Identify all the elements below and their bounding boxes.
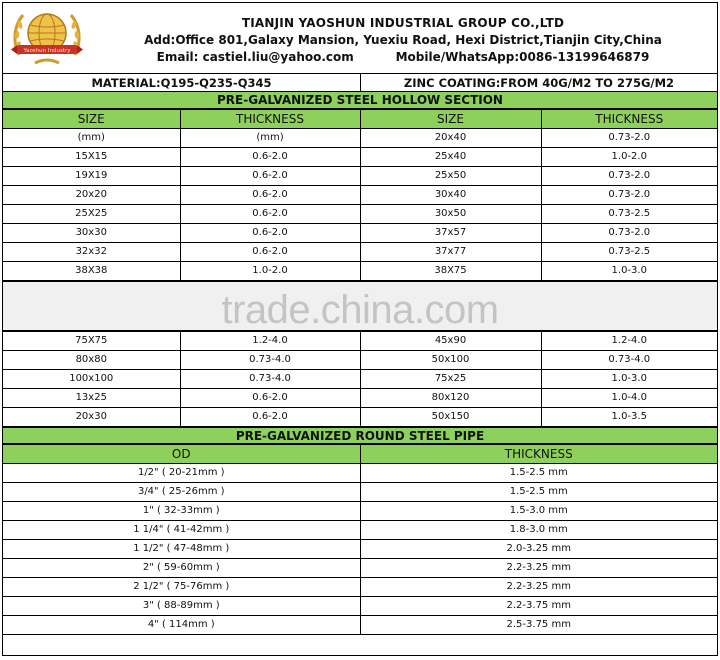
table-cell: 1.2-4.0 (180, 332, 360, 351)
table-cell: 2.2-3.25 mm (360, 578, 717, 597)
table-cell: 0.73-2.0 (541, 224, 717, 243)
hollow-section-table-continued (3, 331, 717, 427)
table-cell: 1" ( 32-33mm ) (3, 502, 360, 521)
table-cell: 50x150 (360, 408, 541, 427)
table-cell: 4" ( 114mm ) (3, 616, 360, 635)
table-cell: 1 1/2" ( 47-48mm ) (3, 540, 360, 559)
table-cell: 75X75 (3, 332, 180, 351)
company-address: Add:Office 801,Galaxy Mansion, Yuexiu Road, Hexi District,Tianjin City,China (144, 33, 662, 47)
table-cell: 20x20 (3, 186, 180, 205)
table-cell: 2.5-3.75 mm (360, 616, 717, 635)
table-cell: 0.73-2.0 (541, 186, 717, 205)
table-row (3, 483, 717, 502)
watermark-text: trade.china.com (221, 288, 499, 331)
table-row (3, 408, 717, 427)
table-cell: 1.0-3.5 (541, 408, 717, 427)
table-cell: 15X15 (3, 148, 180, 167)
round-pipe-table (3, 444, 717, 635)
table-cell: 2" ( 59-60mm ) (3, 559, 360, 578)
table-cell: 1.0-4.0 (541, 389, 717, 408)
company-header (3, 3, 717, 74)
table-cell: 0.6-2.0 (180, 167, 360, 186)
table-cell: 2.0-3.25 mm (360, 540, 717, 559)
table-cell: 2.2-3.75 mm (360, 597, 717, 616)
table-cell: 37x57 (360, 224, 541, 243)
material-bar (3, 74, 717, 92)
table-cell: 1 1/4" ( 41-42mm ) (3, 521, 360, 540)
table-cell: 19X19 (3, 167, 180, 186)
table-cell: 80x80 (3, 351, 180, 370)
table-cell: 25x50 (360, 167, 541, 186)
table-row (3, 332, 717, 351)
table-cell: 1.0-3.0 (541, 370, 717, 389)
table-cell: (mm) (3, 129, 180, 148)
table-cell: 1.0-3.0 (541, 262, 717, 281)
hollow-section-table (3, 109, 717, 281)
column-header: SIZE (360, 110, 541, 129)
column-header: THICKNESS (180, 110, 360, 129)
globe-wreath-logo-icon (9, 5, 85, 69)
table-cell: 30x30 (3, 224, 180, 243)
round-header-row (3, 445, 717, 464)
table-row (3, 616, 717, 635)
table-cell: 1.8-3.0 mm (360, 521, 717, 540)
table-row (3, 167, 717, 186)
table-cell: 0.73-2.5 (541, 205, 717, 224)
table-cell: 1/2" ( 20-21mm ) (3, 464, 360, 483)
table-cell: 1.0-2.0 (180, 262, 360, 281)
hollow-header-row (3, 110, 717, 129)
table-row (3, 262, 717, 281)
table-cell: 3/4" ( 25-26mm ) (3, 483, 360, 502)
table-cell: 0.6-2.0 (180, 389, 360, 408)
table-row (3, 205, 717, 224)
table-cell: 1.5-3.0 mm (360, 502, 717, 521)
table-cell: 0.73-4.0 (180, 351, 360, 370)
table-cell: 0.6-2.0 (180, 408, 360, 427)
company-info (93, 15, 713, 66)
table-cell: 75x25 (360, 370, 541, 389)
column-header: SIZE (3, 110, 180, 129)
table-cell: (mm) (180, 129, 360, 148)
table-row (3, 578, 717, 597)
table-cell: 25x40 (360, 148, 541, 167)
table-cell: 2.2-3.25 mm (360, 559, 717, 578)
table-cell: 20x30 (3, 408, 180, 427)
table-row (3, 224, 717, 243)
table-cell: 2 1/2" ( 75-76mm ) (3, 578, 360, 597)
table-cell: 1.0-2.0 (541, 148, 717, 167)
table-row (3, 389, 717, 408)
table-cell: 0.6-2.0 (180, 186, 360, 205)
table-row (3, 597, 717, 616)
table-cell: 0.6-2.0 (180, 205, 360, 224)
table-cell: 30x40 (360, 186, 541, 205)
table-cell: 0.6-2.0 (180, 243, 360, 262)
table-cell: 100x100 (3, 370, 180, 389)
table-cell: 0.73-4.0 (541, 351, 717, 370)
table-cell: 1.2-4.0 (541, 332, 717, 351)
logo-banner-text: Yaoshun Industry (23, 48, 71, 54)
material-spec: MATERIAL:Q195-Q235-Q345 (3, 74, 361, 91)
column-header: THICKNESS (541, 110, 717, 129)
table-cell: 38X75 (360, 262, 541, 281)
table-cell: 38X38 (3, 262, 180, 281)
table-cell: 25X25 (3, 205, 180, 224)
column-header: THICKNESS (360, 445, 717, 464)
table-row (3, 559, 717, 578)
company-name: TIANJIN YAOSHUN INDUSTRIAL GROUP CO.,LTD (241, 16, 565, 30)
table-cell: 30x50 (360, 205, 541, 224)
spec-sheet (2, 2, 718, 656)
table-row (3, 129, 717, 148)
table-cell: 20x40 (360, 129, 541, 148)
zinc-coating-spec: ZINC COATING:FROM 40G/M2 TO 275G/M2 (403, 75, 675, 90)
table-cell: 0.73-2.0 (541, 129, 717, 148)
table-cell: 0.6-2.0 (180, 148, 360, 167)
table-cell: 0.73-2.0 (541, 167, 717, 186)
table-cell: 0.73-4.0 (180, 370, 360, 389)
table-row (3, 186, 717, 205)
hollow-section-title: PRE-GALVANIZED STEEL HOLLOW SECTION (3, 92, 717, 109)
table-row (3, 464, 717, 483)
table-cell: 1.5-2.5 mm (360, 483, 717, 502)
table-row (3, 370, 717, 389)
table-cell: 1.5-2.5 mm (360, 464, 717, 483)
table-row (3, 502, 717, 521)
table-row (3, 243, 717, 262)
table-cell: 45x90 (360, 332, 541, 351)
table-cell: 3" ( 88-89mm ) (3, 597, 360, 616)
table-cell: 80x120 (360, 389, 541, 408)
table-cell: 50x100 (360, 351, 541, 370)
table-cell: 13x25 (3, 389, 180, 408)
table-cell: 0.6-2.0 (180, 224, 360, 243)
column-header: OD (3, 445, 360, 464)
table-row (3, 521, 717, 540)
table-cell: 32x32 (3, 243, 180, 262)
table-row (3, 540, 717, 559)
table-row (3, 351, 717, 370)
company-contact: Email: castiel.liu@yahoo.com Mobile/WhatsApp:0086-13199646879 (156, 50, 650, 64)
watermark-band (3, 281, 717, 331)
table-cell: 37x77 (360, 243, 541, 262)
table-row (3, 148, 717, 167)
round-pipe-title: PRE-GALVANIZED ROUND STEEL PIPE (3, 427, 717, 444)
table-cell: 0.73-2.5 (541, 243, 717, 262)
